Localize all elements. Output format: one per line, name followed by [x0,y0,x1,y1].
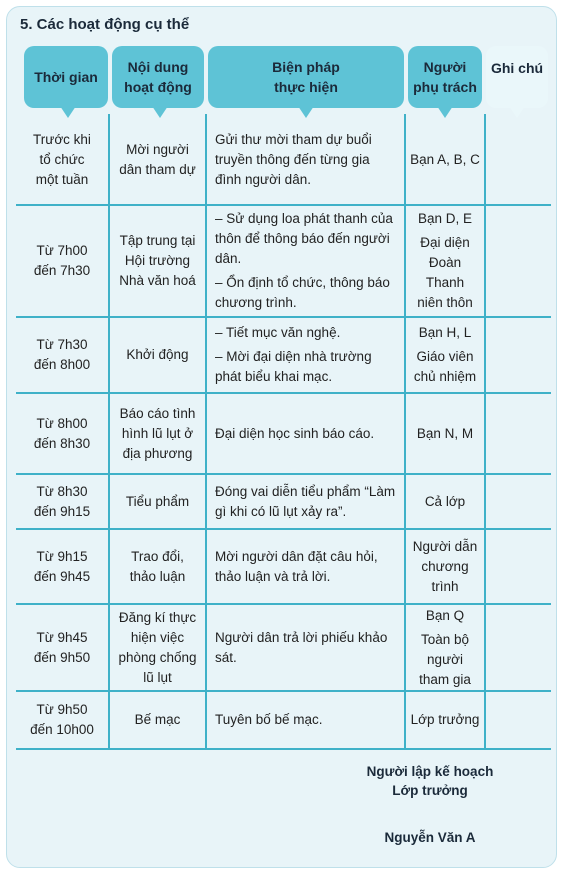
header-time-label: Thời gian [34,69,98,85]
signer-name: Nguyễn Văn A [384,830,476,845]
cell-time: Từ 9h15 đến 9h45 [33,548,91,584]
column-divider [484,114,486,748]
cell-measure: Tuyên bố bế mạc. [215,712,323,727]
cell-measure: – Sử dụng loa phát thanh của thôn để thông báo đến người dân. [215,211,393,266]
header-notes [486,46,548,108]
cell-time: Trước khi tổ chức một tuần [33,132,91,187]
cell-measure: – Tiết mục văn nghệ. [215,325,341,340]
cell-time: Từ 8h30 đến 9h15 [33,483,91,519]
cell-measure: Mời người dân đặt câu hỏi, thảo luận và trả lời. [215,548,378,584]
cell-content: Đăng kí thực hiện việc phòng chống lũ lụt [118,609,197,685]
cell-time: Từ 8h00 đến 8h30 [33,415,91,451]
table-bottom-line [16,748,551,750]
cell-responsible: Bạn Q [425,607,465,623]
cell-time: Từ 9h50 đến 10h00 [30,702,94,737]
cell-responsible: Đại diện Đoàn Thanh niên thôn [417,235,473,310]
cell-content: Báo cáo tình hình lũ lụt ở địa phương [119,405,196,461]
header-measures [208,46,404,108]
cell-content: Tiểu phẩm [125,493,190,509]
cell-measure: – Ổn định tổ chức, thông báo chương trình. [215,275,390,310]
cell-responsible: Bạn A, B, C [410,152,480,167]
cell-time: Từ 9h45 đến 9h50 [33,629,91,665]
cell-content: Tập trung tại Hội trường Nhà văn hoá [119,233,196,288]
section-title: 5. Các hoạt động cụ thể [20,16,190,33]
table-row [16,318,108,392]
cell-time: Từ 7h00 đến 7h30 [33,243,91,278]
cell-content: Khởi động [126,347,189,362]
table-row [16,530,108,603]
header-notes-label: Ghi chú [490,60,544,76]
header-content [112,46,204,108]
cell-responsible: Toàn bộ người tham gia [419,631,471,687]
table-row [16,394,108,473]
header-responsible-label: Người phụ trách [413,59,477,95]
signer-role-class: Lớp trưởng [392,783,468,798]
cell-responsible: Giáo viên chủ nhiệm [413,349,477,384]
cell-responsible: Bạn D, E [417,211,473,226]
cell-measure: Đại diện học sinh báo cáo. [215,425,375,441]
table-row [16,605,108,690]
header-content-label: Nội dung hoạt động [124,59,192,95]
cell-responsible: Người dẫn chương trình [412,538,478,594]
signer-role: Người lập kế hoạch [366,764,494,779]
header-time [24,46,108,108]
cell-content: Mời người dân tham dự [119,142,196,177]
table-row [16,692,108,748]
table-row [16,475,108,528]
table-row [16,116,108,204]
cell-content: Bế mạc [134,712,181,727]
cell-measure: Người dân trả lời phiếu khảo sát. [215,629,388,665]
cell-content: Trao đổi, thảo luận [129,548,186,584]
cell-measure: – Mời đại diện nhà trường phát biểu khai mạc. [215,349,372,384]
cell-responsible: Lớp trưởng [410,712,480,727]
cell-measure: Đóng vai diễn tiểu phẩm “Làm gì khi có lũ lụt xảy ra”. [215,483,396,519]
header-responsible [408,46,482,108]
cell-responsible: Cả lớp [424,493,466,509]
header-measures-label: Biện pháp thực hiện [272,59,340,95]
cell-time: Từ 7h30 đến 8h00 [33,337,91,372]
cell-responsible: Bạn H, L [418,325,472,340]
cell-measure: Gửi thư mời tham dự buổi truyền thông đến từng gia đình người dân. [215,132,372,187]
table-row [16,206,108,316]
cell-responsible: Bạn N, M [416,425,474,441]
